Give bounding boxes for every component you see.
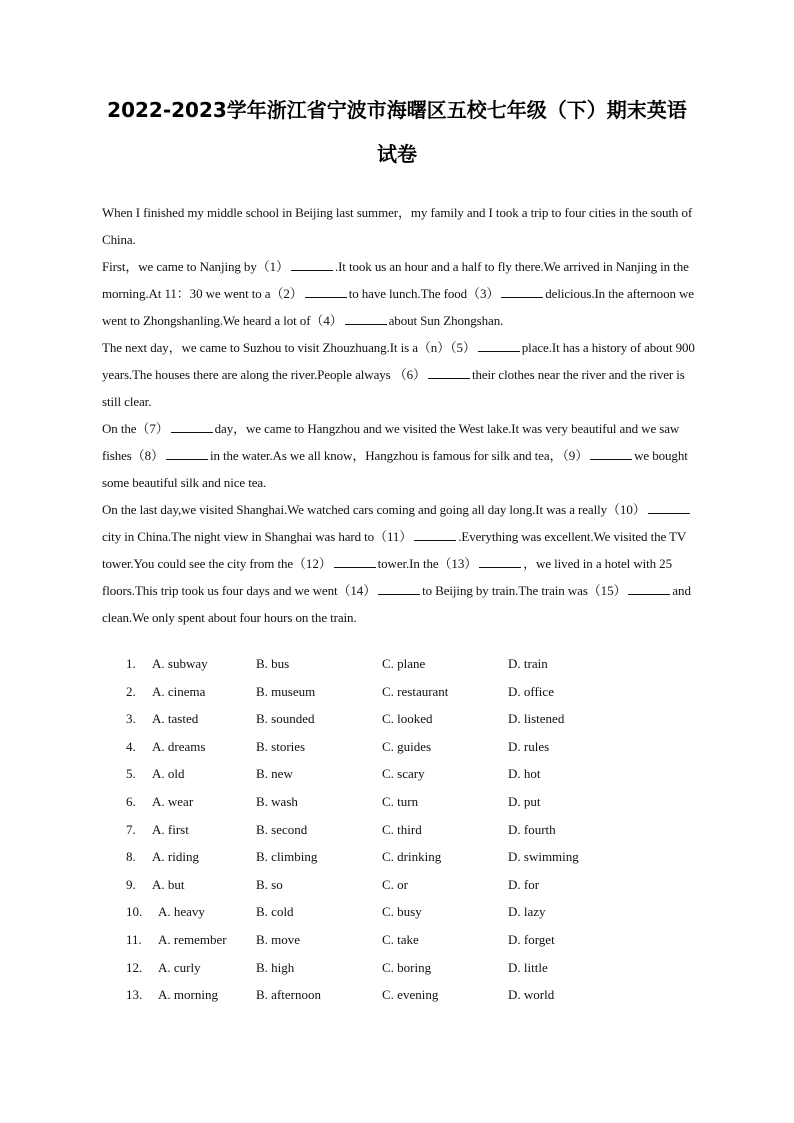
option-a[interactable]: A. cinema [152, 683, 206, 699]
passage-text: and clean.We only spent about four hours on the train. [102, 583, 691, 625]
answer-blank-9[interactable] [590, 446, 632, 460]
question-row [0, 898, 794, 926]
passage-text: we bought some beautiful silk and nice tea. [102, 448, 688, 490]
option-a[interactable]: A. riding [152, 849, 199, 865]
question-row [0, 733, 794, 761]
option-d[interactable]: D. swimming [508, 849, 579, 865]
option-d[interactable]: D. listened [508, 711, 565, 727]
passage-text: On the last day,we visited Shanghai.We watched cars coming and going all day long.It was a really（10） [102, 502, 646, 517]
option-c[interactable]: C. or [382, 876, 408, 892]
question-row [0, 705, 794, 733]
question-number: 8. [126, 849, 136, 865]
option-a[interactable]: A. old [152, 766, 185, 782]
option-a[interactable]: A. morning [158, 987, 218, 1003]
title-line-1: 2022-2023学年浙江省宁波市海曙区五校七年级（下）期末英语 [107, 98, 687, 122]
answer-blank-13[interactable] [479, 554, 521, 568]
passage-text: about Sun Zhongshan. [388, 313, 504, 328]
question-number: 1. [126, 656, 136, 671]
passage-text: .It took us an hour and a half to fly there.We arrived in Nanjing in the morning.At 11：30 we went to a（2） [102, 259, 689, 301]
option-b[interactable]: B. move [256, 931, 301, 947]
question-number: 9. [126, 876, 136, 892]
question-row [0, 650, 794, 678]
passage-text: ，we lived in a hotel with 25 floors.This trip took us four days and we went（14） [102, 556, 672, 598]
title-line-2: 试卷 [377, 142, 417, 166]
option-a[interactable]: A. curly [158, 959, 201, 975]
answer-blank-1[interactable] [291, 257, 333, 271]
option-c[interactable]: C. scary [382, 766, 425, 782]
option-b[interactable]: B. museum [256, 683, 316, 699]
question-number: 5. [126, 766, 136, 782]
question-number: 13. [126, 987, 143, 1003]
answer-blank-4[interactable] [345, 311, 387, 325]
question-row [0, 871, 794, 899]
question-number: 12. [126, 959, 143, 975]
option-c[interactable]: C. guides [382, 738, 432, 754]
option-b[interactable]: B. stories [256, 738, 306, 754]
passage-text: place.It has a history of about 900 years.The houses there are along the river.People always （6） [102, 340, 695, 382]
option-d[interactable]: D. put [508, 793, 541, 809]
answer-blank-10[interactable] [648, 500, 690, 514]
question-row [0, 678, 794, 706]
option-c[interactable]: C. third [382, 821, 422, 837]
question-row [0, 954, 794, 982]
passage-text: delicious.In the afternoon we went to Zhongshanling.We heard a lot of（4） [102, 286, 694, 328]
option-d[interactable]: D. for [508, 876, 540, 892]
question-number: 6. [126, 793, 136, 809]
option-a[interactable]: A. tasted [152, 711, 199, 727]
passage-text: tower.In the（13） [377, 556, 478, 571]
question-number: 10. [126, 904, 143, 920]
page-title [0, 88, 794, 176]
option-c[interactable]: C. drinking [382, 849, 442, 865]
passage-text: First，we came to Nanjing by（1） [102, 259, 289, 274]
passage-text: to have lunch.The food（3） [348, 286, 500, 301]
option-a[interactable]: A. subway [152, 656, 208, 671]
question-number: 3. [126, 711, 136, 727]
answer-blank-11[interactable] [414, 527, 456, 541]
option-d[interactable]: D. rules [508, 738, 550, 754]
option-d[interactable]: D. fourth [508, 821, 556, 837]
passage-text: day，we came to Hangzhou and we visited the West lake.It was very beautiful and we saw fishes（8） [102, 421, 680, 463]
option-d[interactable]: D. forget [508, 931, 555, 947]
option-d[interactable]: D. train [508, 656, 548, 671]
option-b[interactable]: B. second [256, 821, 308, 837]
option-b[interactable]: B. cold [256, 904, 294, 920]
question-number: 7. [126, 821, 136, 837]
option-b[interactable]: B. sounded [256, 711, 315, 727]
passage-text: their clothes near the river and the river is still clear. [102, 367, 685, 409]
option-b[interactable]: B. afternoon [256, 987, 321, 1003]
passage-text: city in China.The night view in Shanghai was hard to（11） [102, 529, 413, 544]
option-a[interactable]: A. but [152, 876, 185, 892]
paragraph-5 [102, 496, 702, 631]
question-row [0, 788, 794, 816]
option-b[interactable]: B. climbing [256, 849, 318, 865]
option-d[interactable]: D. hot [508, 766, 541, 782]
passage-text: in the water.As we all know，Hangzhou is famous for silk and tea，（9） [209, 448, 589, 463]
option-b[interactable]: B. wash [256, 793, 298, 809]
answer-blank-12[interactable] [334, 554, 376, 568]
question-row [0, 843, 794, 871]
question-row [0, 760, 794, 788]
question-row [0, 926, 794, 954]
option-c[interactable]: C. plane [382, 656, 426, 671]
passage-text: On the（7） [102, 421, 169, 436]
answer-blank-8[interactable] [166, 446, 208, 460]
option-a[interactable]: A. remember [158, 931, 227, 947]
answer-blank-7[interactable] [171, 419, 213, 433]
answer-blank-14[interactable] [378, 581, 420, 595]
reading-passage [102, 199, 702, 631]
paragraph-4 [102, 415, 702, 496]
answer-blank-2[interactable] [305, 284, 347, 298]
option-a[interactable]: A. dreams [152, 738, 206, 754]
option-c[interactable]: C. evening [382, 987, 439, 1003]
answer-blank-15[interactable] [628, 581, 670, 595]
answer-options [0, 650, 794, 1009]
option-a[interactable]: A. wear [152, 793, 194, 809]
passage-text: to Beijing by train.The train was（15） [422, 583, 627, 598]
question-number: 2. [126, 683, 136, 699]
option-b[interactable]: B. so [256, 876, 283, 892]
paragraph-3 [102, 334, 702, 415]
question-number: 11. [126, 931, 142, 947]
option-a[interactable]: A. heavy [158, 904, 205, 920]
question-number: 4. [126, 738, 136, 754]
option-b[interactable]: B. bus [256, 656, 290, 671]
option-c[interactable]: C. take [382, 931, 419, 947]
option-c[interactable]: C. looked [382, 711, 433, 727]
option-c[interactable]: C. boring [382, 959, 432, 975]
answer-blank-3[interactable] [501, 284, 543, 298]
option-c[interactable]: C. turn [382, 793, 419, 809]
option-d[interactable]: D. lazy [508, 904, 546, 920]
answer-blank-5[interactable] [478, 338, 520, 352]
answer-blank-6[interactable] [428, 365, 470, 379]
paragraph-1: When I finished my middle school in Beijing last summer，my family and I took a trip to four cities in the south of China. [102, 205, 693, 247]
option-b[interactable]: B. new [256, 766, 293, 782]
option-d[interactable]: D. little [508, 959, 548, 975]
option-c[interactable]: C. restaurant [382, 683, 449, 699]
passage-text: .Everything was excellent.We visited the TV tower.You could see the city from the（12） [102, 529, 686, 571]
option-b[interactable]: B. high [256, 959, 295, 975]
question-row [0, 981, 794, 1009]
option-d[interactable]: D. world [508, 987, 555, 1003]
passage-text: The next day，we came to Suzhou to visit Zhouzhuang.It is a（n）（5） [102, 340, 476, 355]
option-c[interactable]: C. busy [382, 904, 422, 920]
paragraph-2 [102, 253, 702, 334]
question-row [0, 816, 794, 844]
option-d[interactable]: D. office [508, 683, 554, 699]
option-a[interactable]: A. first [152, 821, 189, 837]
